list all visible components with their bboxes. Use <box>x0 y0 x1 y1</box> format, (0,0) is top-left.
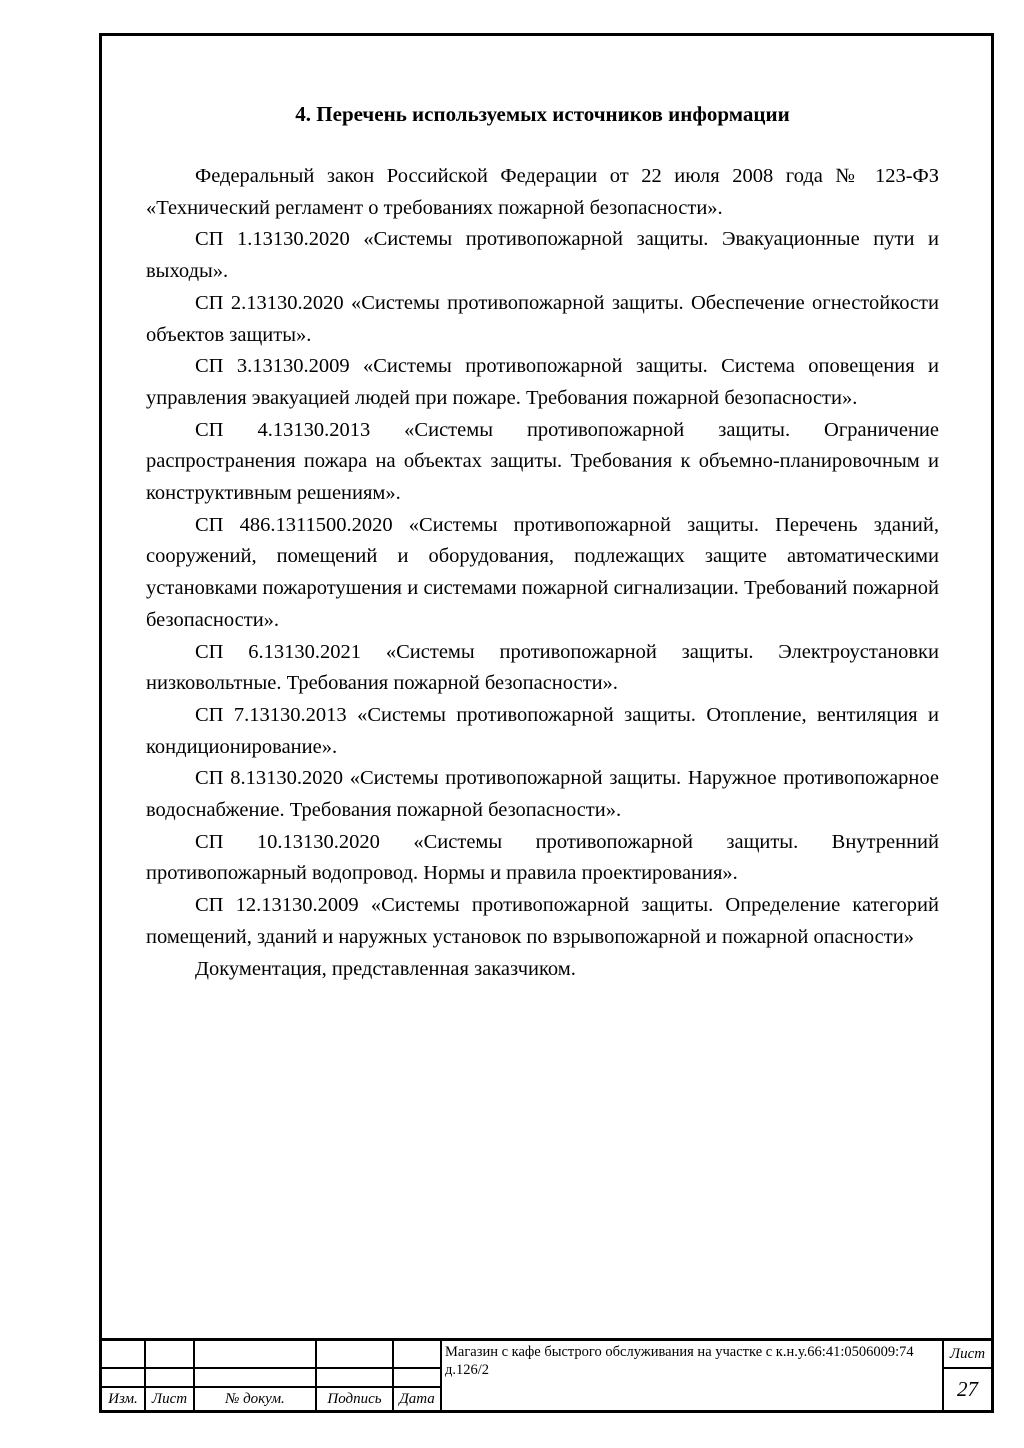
stamp-document-name: Магазин с кафе быстрого обслуживания на участке с к.н.у.66:41:0506009:74 д.126/2 <box>442 1341 942 1410</box>
stamp-empty-cell <box>146 1341 193 1367</box>
paragraph: СП 8.13130.2020 «Системы противопожарной защиты. Наружное противопожарное водоснабжение. Требования пожарной безопасности». <box>146 767 939 822</box>
stamp-col-izm: Изм. <box>102 1388 144 1410</box>
title-block <box>102 1338 991 1410</box>
paragraph: СП 1.13130.2020 «Системы противопожарной защиты. Эвакуационные пути и выходы». <box>146 228 939 283</box>
stamp-col-data: Дата <box>394 1388 440 1410</box>
paragraph: СП 486.1311500.2020 «Системы противопожарной защиты. Перечень зданий, сооружений, помещений и оборудования, подлежащих защите автоматическими установками пожаротушения и системами пожарной сигнализации. Требований пожарной безопасности». <box>146 513 939 631</box>
stamp-empty-cell <box>317 1369 392 1386</box>
stamp-sheet-label: Лист <box>944 1341 991 1367</box>
paragraph: СП 12.13130.2009 «Системы противопожарной защиты. Определение категорий помещений, зданий и наружных установок по взрывопожарной и пожарной опасности» <box>146 894 939 948</box>
stamp-empty-cell <box>102 1369 144 1386</box>
document-body <box>102 36 991 985</box>
stamp-empty-cell <box>317 1341 392 1367</box>
paragraph: СП 6.13130.2021 «Системы противопожарной защиты. Электроустановки низковольтные. Требования пожарной безопасности». <box>146 640 939 695</box>
stamp-empty-cell <box>102 1341 144 1367</box>
stamp-col-podpis: Подпись <box>317 1388 392 1410</box>
stamp-empty-cell <box>146 1369 193 1386</box>
paragraph: Документация, представленная заказчиком. <box>195 957 576 980</box>
paragraph: Федеральный закон Российской Федерации от 22 июля 2008 года № 123-ФЗ «Технический регламент о требованиях пожарной безопасности». <box>146 165 939 219</box>
paragraph: СП 3.13130.2009 «Системы противопожарной защиты. Система оповещения и управления эвакуацией людей при пожаре. Требования пожарной безопасности». <box>146 355 939 409</box>
paragraph: СП 2.13130.2020 «Системы противопожарной защиты. Обеспечение огнестойкости объектов защиты». <box>146 291 939 346</box>
stamp-empty-cell <box>195 1341 315 1367</box>
stamp-sheet-number: 27 <box>944 1369 991 1410</box>
stamp-empty-cell <box>394 1341 440 1367</box>
paragraph: СП 7.13130.2013 «Системы противопожарной защиты. Отопление, вентиляция и кондиционирование». <box>146 703 939 758</box>
paragraph: СП 4.13130.2013 «Системы противопожарной защиты. Ограничение распространения пожара на объектах защиты. Требования к объемно-планировочным и конструктивным решениям». <box>146 418 939 505</box>
page-frame <box>99 33 994 1413</box>
page-title: 4. Перечень используемых источников информации <box>295 102 790 126</box>
stamp-empty-cell <box>394 1369 440 1386</box>
stamp-col-list: Лист <box>146 1388 193 1410</box>
paragraph: СП 10.13130.2020 «Системы противопожарной защиты. Внутренний противопожарный водопровод. Нормы и правила проектирования». <box>146 830 939 885</box>
stamp-col-ndokum: № докум. <box>195 1388 315 1410</box>
stamp-empty-cell <box>195 1369 315 1386</box>
